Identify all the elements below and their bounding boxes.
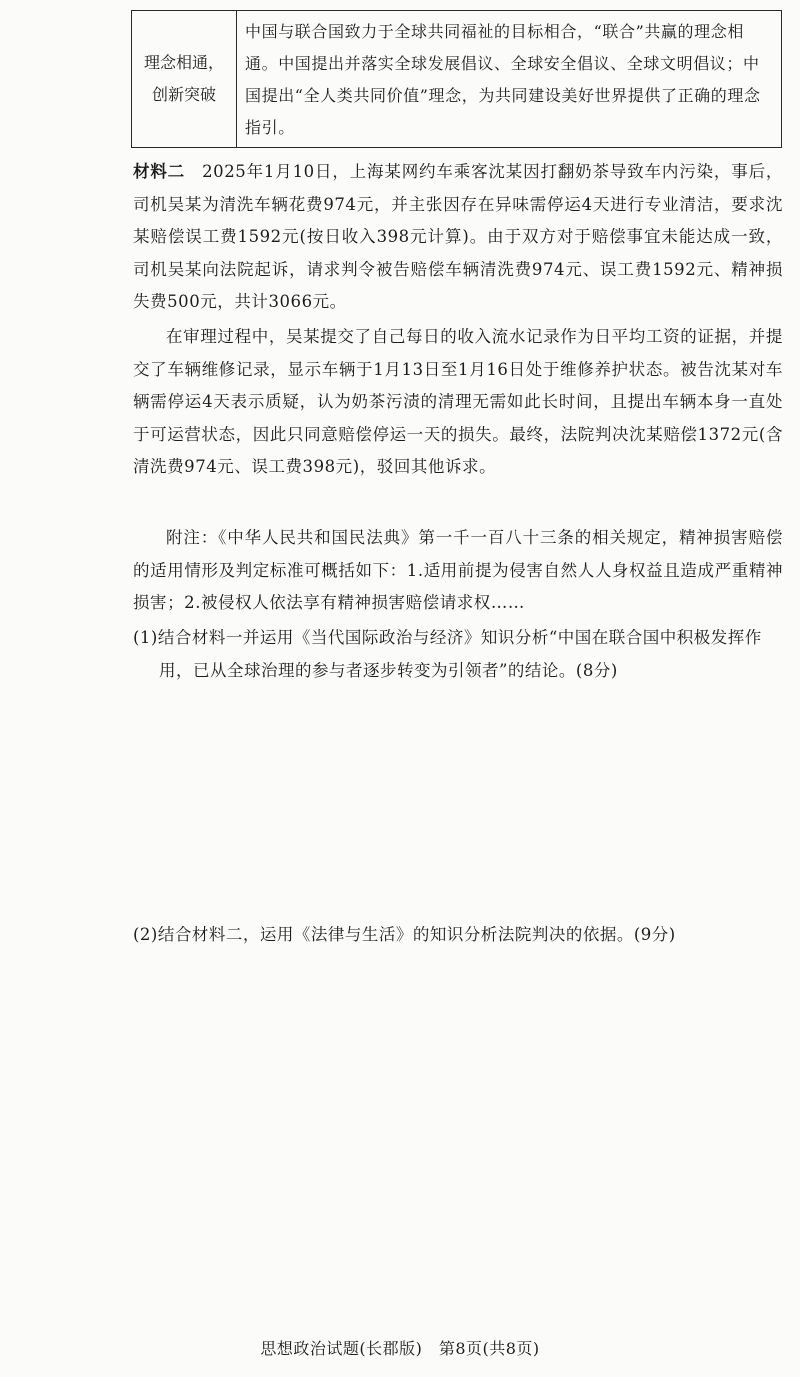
question-1: (1)结合材料一并运用《当代国际政治与经济》知识分析“中国在联合国中积极发挥作用，已从全球治理的参与者逐步转变为引领者”的结论。(8分)	[133, 628, 762, 680]
material2-heading: 材料二	[133, 162, 186, 181]
material2-para1-text: 2025年1月10日，上海某网约车乘客沈某因打翻奶茶导致车内污染，事后，司机吴某为清洗车辆花费974元，并主张因存在异味需停运4天进行专业清洁，要求沈某赔偿误工费1592元(按日收入398元计算)。由于双方对于赔偿事宜未能达成一致，司机吴某向法院起诉，请求判令被告赔偿车辆清洗费974元、误工费1592元、精神损失费500元，共计3066元。	[133, 162, 783, 312]
table-content-cell: 中国与联合国致力于全球共同福祉的目标相合，“联合”共赢的理念相通。中国提出并落实全球发展倡议、全球安全倡议、全球文明倡议；中国提出“全人类共同价值”理念，为共同建设美好世界提供了正确的理念指引。	[237, 11, 782, 148]
material2-note: 附注：《中华人民共和国民法典》第一千一百八十三条的相关规定，精神损害赔偿的适用情形及判定标准可概括如下：1.适用前提为侵害自然人人身权益且造成严重精神损害；2.被侵权人依法享有精神损害赔偿请求权……	[133, 528, 783, 613]
material2-paragraph1	[133, 156, 783, 319]
table-label-line2: 创新突破	[151, 85, 216, 104]
table-label-cell	[132, 11, 237, 148]
material-table	[131, 10, 782, 148]
table-row	[132, 11, 782, 148]
material2-paragraph2: 在审理过程中，吴某提交了自己每日的收入流水记录作为日平均工资的证据，并提交了车辆维修记录，显示车辆于1月13日至1月16日处于维修养护状态。被告沈某对车辆需停运4天表示质疑，认为奶茶污渍的清理无需如此长时间，且提出车辆本身一直处于可运营状态，因此只同意赔偿停运一天的损失。最终，法院判决沈某赔偿1372元(含清洗费974元、误工费398元)，驳回其他诉求。	[133, 327, 783, 477]
page-footer: 思想政治试题(长郡版) 第8页(共8页)	[260, 1339, 540, 1358]
question-2: (2)结合材料二，运用《法律与生活》的知识分析法院判决的依据。(9分)	[133, 925, 676, 944]
table-label-line1: 理念相通，	[143, 53, 224, 72]
